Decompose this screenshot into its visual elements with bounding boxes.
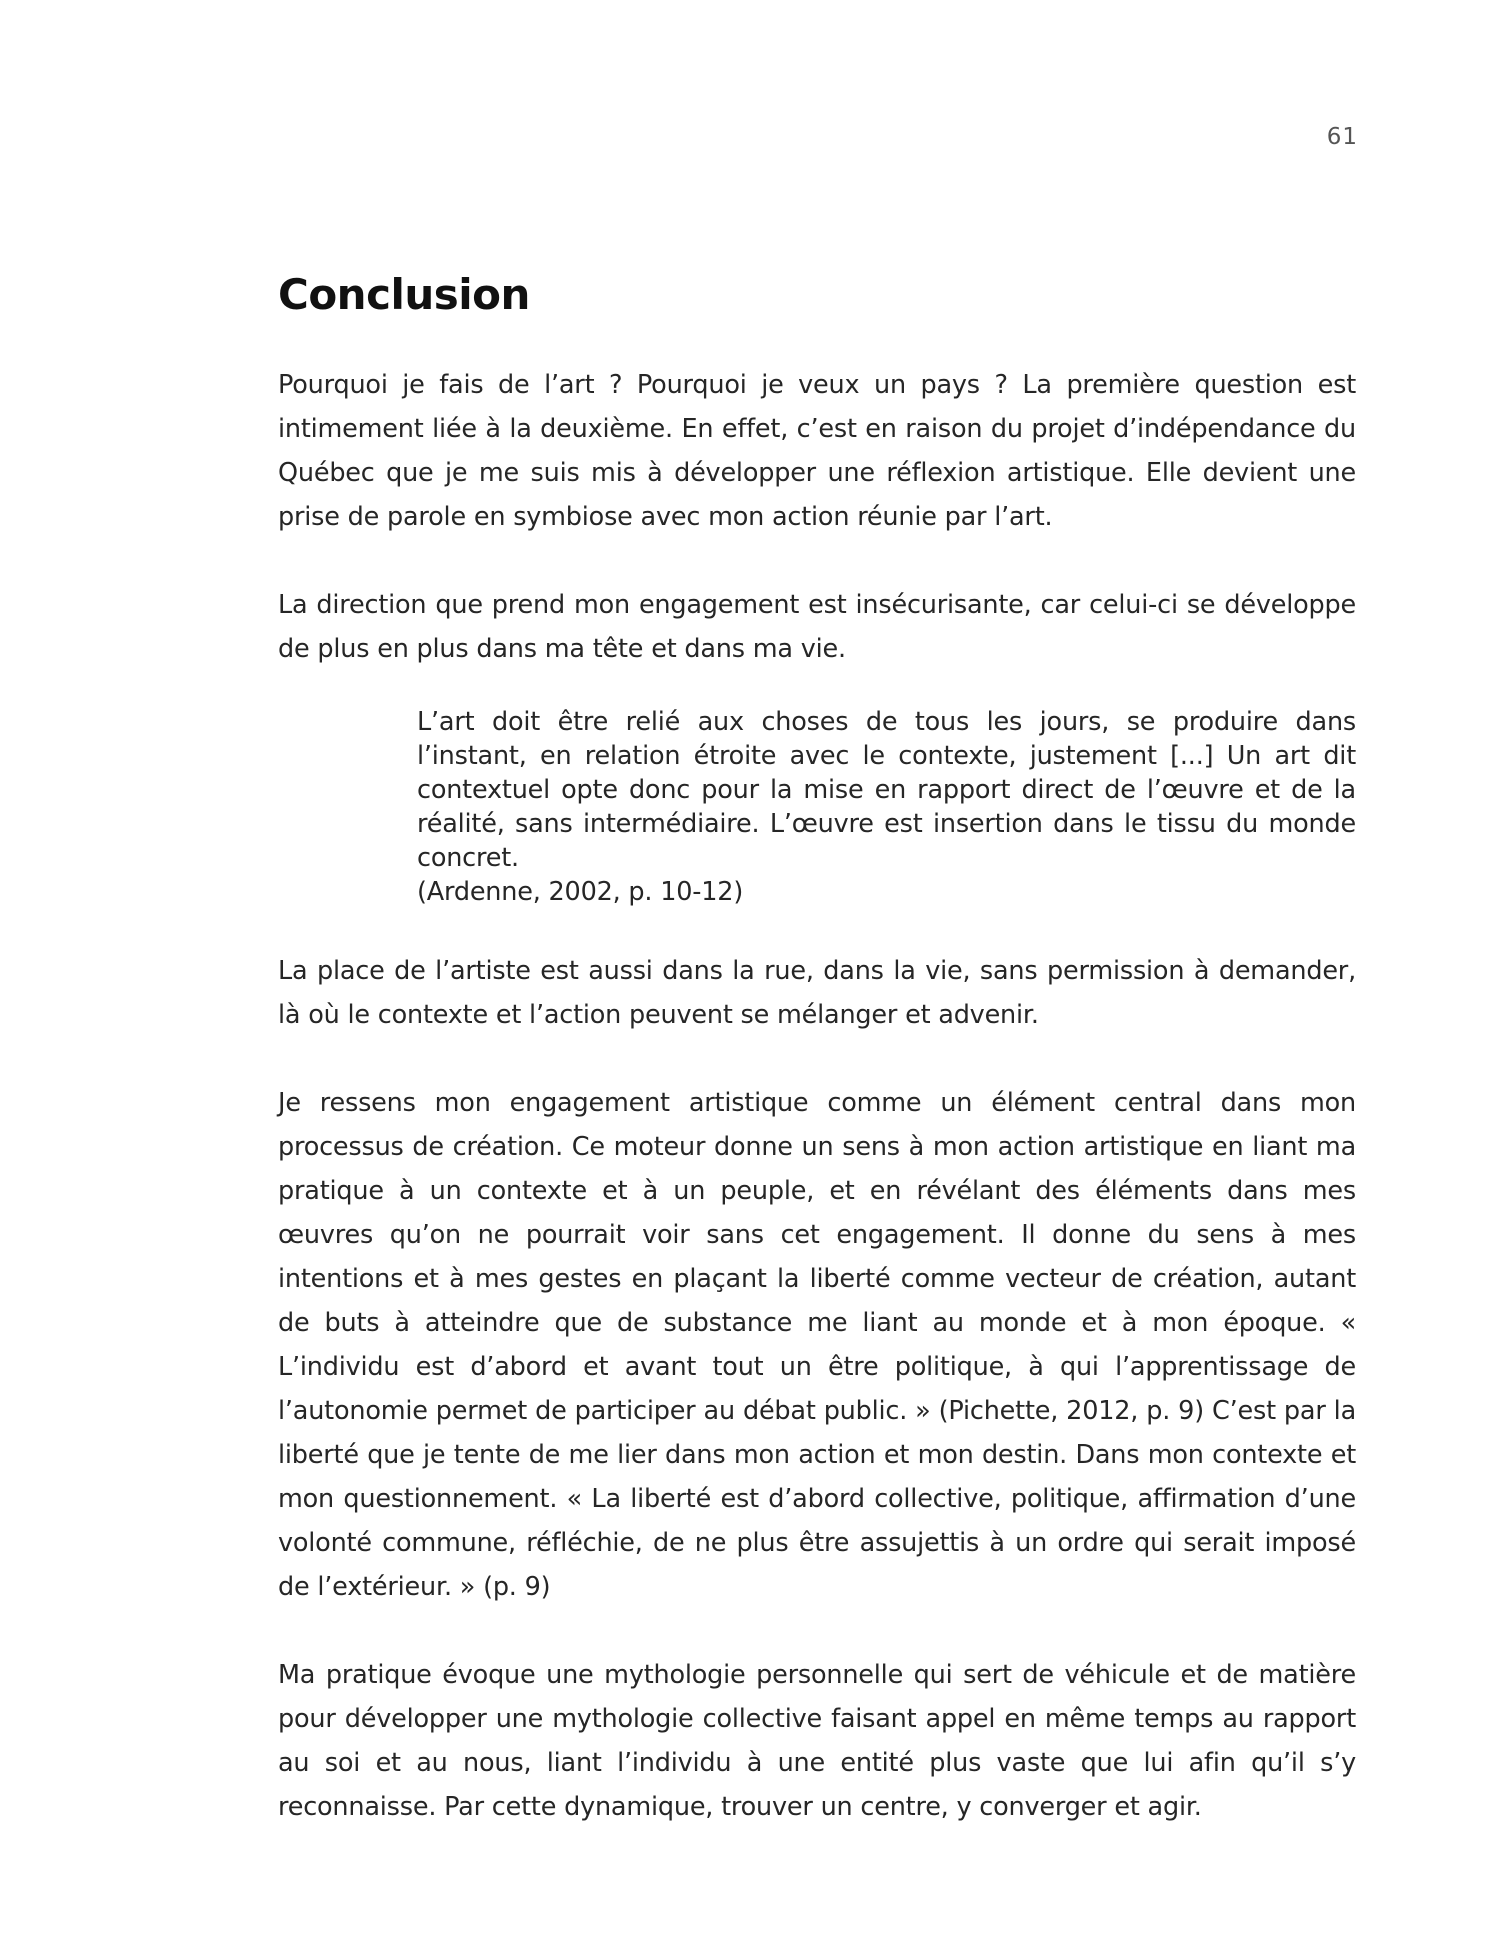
paragraph-3: La place de l’artiste est aussi dans la rue, dans la vie, sans permission à demander, là où le contexte et l’action peuvent se mélanger et advenir.: [278, 956, 1356, 1030]
page-number: 61: [1326, 124, 1358, 150]
paragraph-4: Je ressens mon engagement artistique comme un élément central dans mon processus de création. Ce moteur donne un sens à mon action artistique en liant ma pratique à un contexte et à un peuple, et en révélant des éléments dans mes œuvres qu’on ne pourrait voir sans cet engagement. Il donne du sens à mes intentions et à mes gestes en plaçant la liberté comme vecteur de création, autant de buts à atteindre que de substance me liant au monde et à mon époque. « L’individu est d’abord et avant tout un être politique, à qui l’apprentissage de l’autonomie permet de participer au débat public. » (Pichette, 2012, p. 9) C’est par la liberté que je tente de me lier dans mon action et mon destin. Dans mon contexte et mon questionnement. « La liberté est d’abord collective, politique, affirmation d’une volonté commune, réfléchie, de ne plus être assujettis à un ordre qui serait imposé de l’extérieur. » (p. 9): [278, 1088, 1356, 1602]
page-content: [278, 270, 1356, 1873]
paragraph-1: Pourquoi je fais de l’art ? Pourquoi je veux un pays ? La première question est intimement liée à la deuxième. En effet, c’est en raison du projet d’indépendance du Québec que je me suis mis à développer une réflexion artistique. Elle devient une prise de parole en symbiose avec mon action réunie par l’art.: [278, 370, 1356, 532]
quote-citation: (Ardenne, 2002, p. 10-12): [417, 877, 744, 907]
section-title: Conclusion: [278, 270, 530, 319]
block-quote: [417, 705, 1356, 909]
paragraph-2: La direction que prend mon engagement est insécurisante, car celui-ci se développe de plus en plus dans ma tête et dans ma vie.: [278, 590, 1356, 664]
paragraph-5: Ma pratique évoque une mythologie personnelle qui sert de véhicule et de matière pour développer une mythologie collective faisant appel en même temps au rapport au soi et au nous, liant l’individu à une entité plus vaste que lui afin qu’il s’y reconnaisse. Par cette dynamique, trouver un centre, y converger et agir.: [278, 1660, 1356, 1822]
quote-text: L’art doit être relié aux choses de tous les jours, se produire dans l’instant, en relation étroite avec le contexte, justement [...] Un art dit contextuel opte donc pour la mise en rapport direct de l’œuvre et de la réalité, sans intermédiaire. L’œuvre est insertion dans le tissu du monde concret.: [417, 707, 1356, 873]
